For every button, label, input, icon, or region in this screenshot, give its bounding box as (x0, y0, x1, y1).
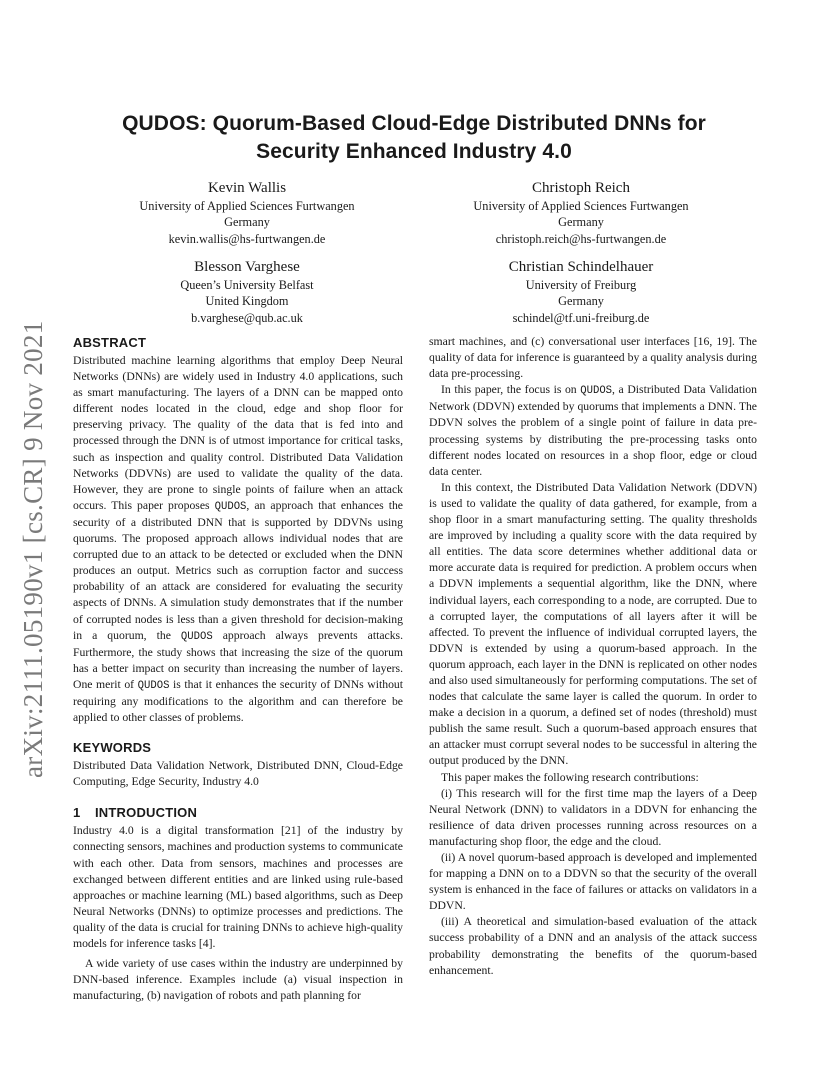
introduction-heading (73, 804, 403, 821)
paragraph: This paper makes the following research contributions: (441, 770, 699, 784)
section-title: INTRODUCTION (95, 805, 198, 821)
author-name: Christian Schindelhauer (508, 259, 654, 275)
paragraph: (i) This research will for the first time map the layers of a Deep Neural Network (DNN) to validators in a DDVN for enhancing the resilience of data driven processes running across resources on a manufacturing shop floor, the edge and the cloud. (429, 786, 757, 848)
author-affiliation: University of Freiburg (525, 278, 637, 292)
author-name: Christoph Reich (532, 180, 630, 196)
author-name: Blesson Varghese (194, 259, 300, 275)
system-name: QUDOS (580, 385, 613, 398)
keywords-heading: KEYWORDS (73, 740, 152, 756)
arxiv-stamp: arXiv:2111.05190v1 [cs.CR] 9 Nov 2021 (18, 320, 48, 778)
author-email: b.varghese@qub.ac.uk (191, 310, 303, 325)
author-affiliation: University of Applied Sciences Furtwangen (139, 199, 355, 213)
author-block (416, 178, 746, 247)
paper-title (60, 110, 768, 166)
author-affiliation: Queen’s University Belfast (180, 278, 314, 292)
right-column (429, 334, 757, 979)
system-name: QUDOS (180, 630, 213, 643)
author-block (82, 257, 412, 326)
paragraph: smart machines, and (c) conversational user interfaces [16, 19]. The quality of data for inference is guaranteed by a quality analysis during data pre-processing. (429, 335, 757, 381)
author-country: Germany (558, 215, 604, 230)
system-name: QUDOS (137, 679, 170, 692)
paragraph: (iii) A theoretical and simulation-based evaluation of the attack success probability of a DNN and an analysis of the attack success probability demonstrating the benefits of the quorum-based enhancement. (429, 915, 757, 977)
section-number: 1 (73, 805, 81, 821)
author-email: kevin.wallis@hs-furtwangen.de (168, 231, 326, 246)
paper-title-line: Security Enhanced Industry 4.0 (256, 140, 572, 163)
abstract-body: Distributed machine learning algorithms that employ Deep Neural Networks (DNNs) are widely used in Industry 4.0 applications, such as smart manufacturing. The layers of a DNN can be mapped onto different nodes located in the cloud, edge and shop floor for preserving privacy. The quality of the data that is fed into and processed through the DNN is of utmost importance for critical tasks, such as inspection and quality control. Distributed Data Validation Networks (DDVNs) are used to validate the quality of the data. However, they are prone to single points of failure when an attack occurs. This paper proposes QUDOS, an approach that enhances the security of a distributed DNN that is supported by DDVNs using quorums. The proposed approach allows individual nodes that are corrupted due to an attack to be detected or excluded when the DNN produces an output. Metrics such as corruption factor and success probability of an attack are considered for evaluating the security aspects of DNNs. A simulation study demonstrates that if the number of corrupted nodes is less than a given threshold for decision-making in a quorum, the QUDOS approach always prevents attacks. Furthermore, the study shows that increasing the size of the quorum has a better impact on security than increasing the number of layers. One merit of QUDOS is that it enhances the security of DNNs without requiring any modifications to the algorithm and can therefore be applied to other classes of problems. (73, 354, 404, 725)
paragraph: Industry 4.0 is a digital transformation [21] of the industry by connecting sensors, machines and production systems to communicate with each other. Data from sensors, machines and processes are exchanged between different entities and are linked using rule-based approaches or machine learning (ML) based algorithms, such as Deep Neural Networks (DNNs) to optimize processes and predictions. The quality of the data is crucial for training DNNs to achieve high-quality models for inference tasks [4]. (73, 824, 403, 950)
author-affiliation: University of Applied Sciences Furtwangen (473, 199, 689, 213)
author-email: christoph.reich@hs-furtwangen.de (495, 231, 667, 246)
paragraph: (ii) A novel quorum-based approach is developed and implemented for mapping a DNN on to a DDVN so that the security of the overall system is enhanced in the face of failures or attacks on validators in a DDVN. (429, 851, 757, 913)
paragraph: A wide variety of use cases within the industry are underpinned by DNN-based inference. Examples include (a) visual inspection in manufacturing, (b) navigation of robots and path planning for (73, 957, 403, 1003)
paragraph: In this context, the Distributed Data Validation Network (DDVN) is used to validate the quality of data gathered, for example, from a shop floor in a smart manufacturing setting. The quality thresholds are improved by including a quality score with the data required by all entities. The data score determines whether additional data or more accurate data is required for prediction. A problem occurs when a DDVN implements a sequential algorithm, like the DNN, where individual layers, each corresponding to a node, are corrupted. Due to a corrupted layer, the computations of all layers after it will be affected. To prevent the influence of individual corrupted layers, the DDVN is extended by using a quorum-based approach. In the quorum approach, each layer in the DNN is replicated on other nodes and also used simultaneously for performing computations. The set of nodes that calculate the same layer is called the quorum. In order to make a decision in a quorum, a defined set of nodes (threshold) must publish the same result. Such a quorum-based approach ensures that an attacker must corrupt several nodes to be successful in altering the output produced by the DNN. (429, 480, 757, 768)
left-column (73, 334, 403, 1004)
author-name: Kevin Wallis (207, 180, 287, 196)
author-country: Germany (558, 294, 604, 309)
abstract-heading: ABSTRACT (73, 335, 147, 350)
author-country: United Kingdom (205, 294, 289, 309)
paper-title-line: QUDOS: Quorum-Based Cloud-Edge Distributed DNNs for (122, 112, 706, 135)
paragraph: In this paper, the focus is on QUDOS, a Distributed Data Validation Network (DDVN) extended by quorums that implements a DNN. The DDVN solves the problem of a single point of failure in data pre-processing systems by distributing the pre-processing tasks onto different nodes located on resources in a shop floor, edge or cloud data center. (429, 383, 757, 478)
keywords-body: Distributed Data Validation Network, Distributed DNN, Cloud-Edge Computing, Edge Security, Industry 4.0 (73, 759, 403, 789)
author-block (416, 257, 746, 326)
system-name: QUDOS (214, 500, 247, 513)
author-country: Germany (224, 215, 270, 230)
author-block (82, 178, 412, 247)
author-email: schindel@tf.uni-freiburg.de (512, 310, 650, 325)
